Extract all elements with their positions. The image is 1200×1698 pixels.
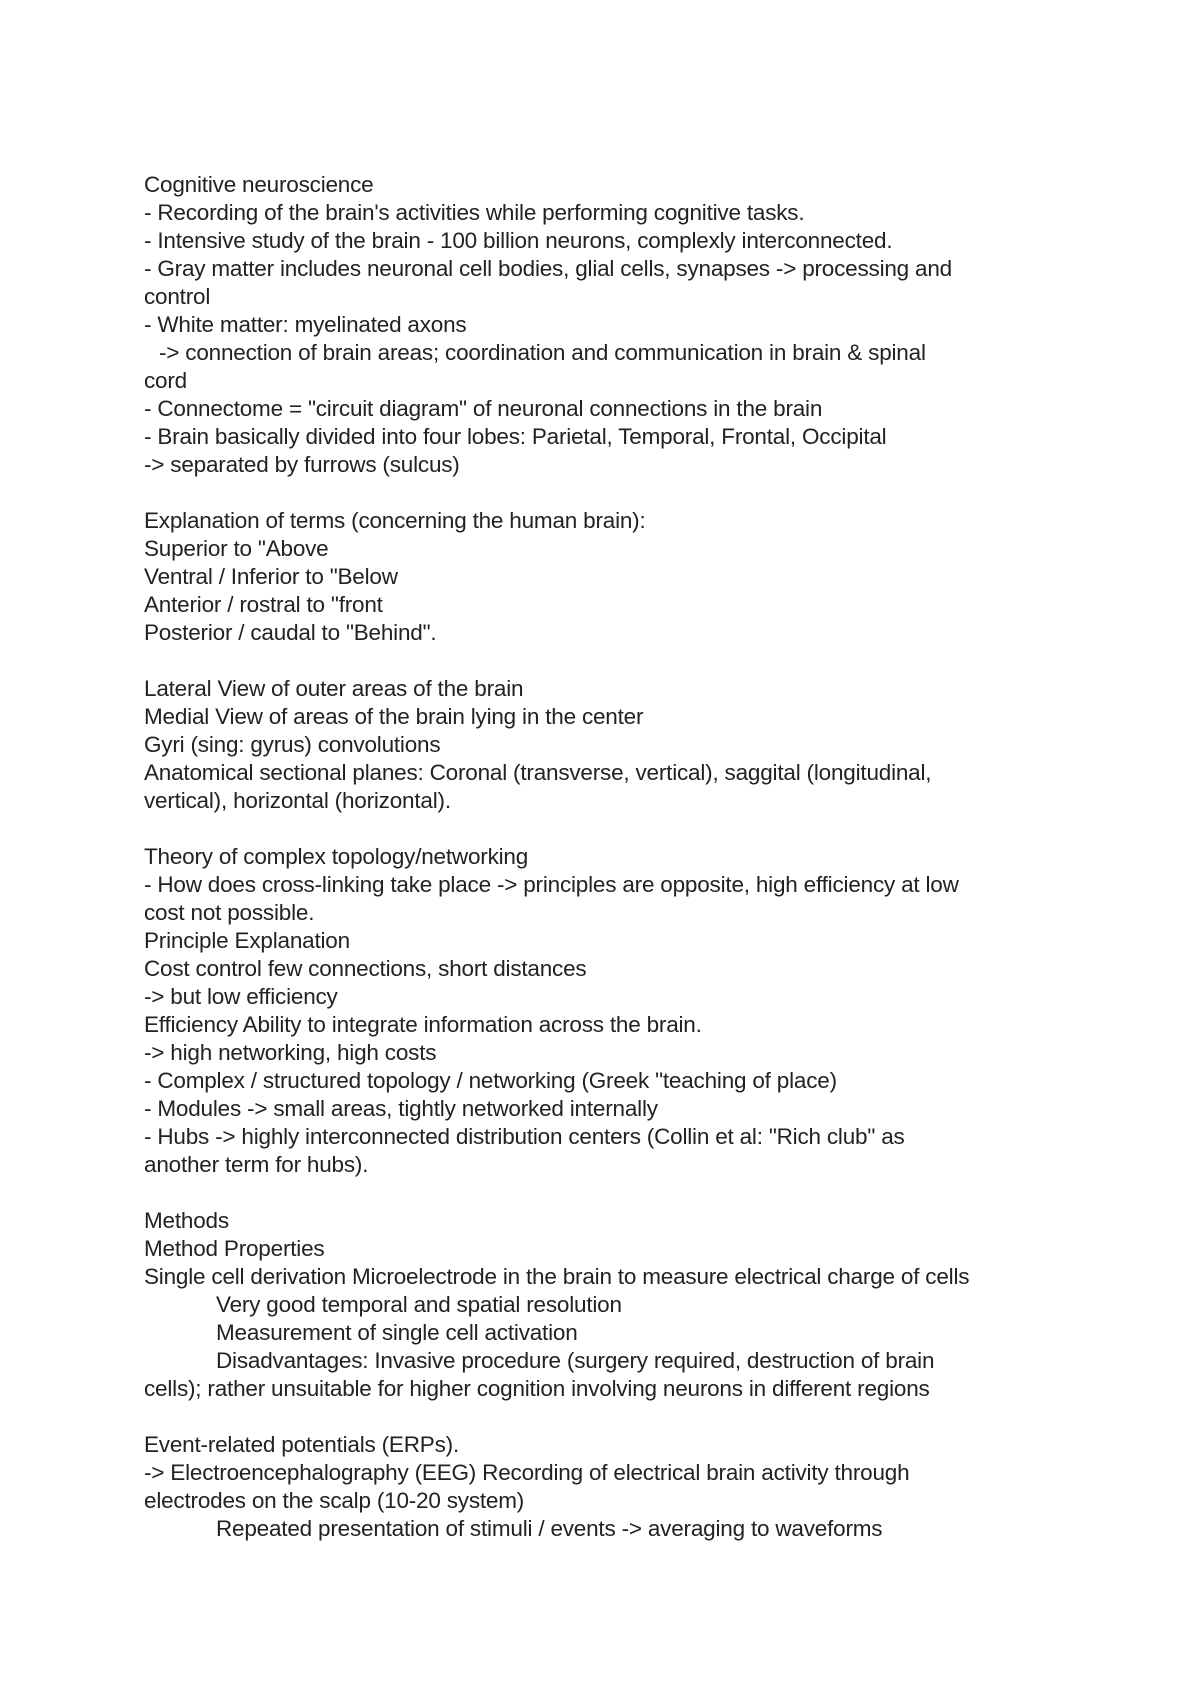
text-line: - Intensive study of the brain - 100 billion neurons, complexly interconnected. [144,228,893,253]
text-line: Repeated presentation of stimuli / events -> averaging to waveforms [216,1516,883,1541]
text-line: - Complex / structured topology / networking (Greek "teaching of place) [144,1068,837,1093]
paragraph-spacer [144,815,1074,843]
text-line: - Brain basically divided into four lobes: Parietal, Temporal, Frontal, Occipital [144,424,887,449]
section-heading: Explanation of terms (concerning the human brain): [144,508,646,533]
paragraph-spacer [144,479,1074,507]
text-line: vertical), horizontal (horizontal). [144,788,451,813]
text-line: - White matter: myelinated axons [144,312,467,337]
text-line: Cost control few connections, short distances [144,956,587,981]
text-line: - How does cross-linking take place -> principles are opposite, high efficiency at low [144,872,959,897]
text-line: Medial View of areas of the brain lying in the center [144,704,644,729]
text-line: Efficiency Ability to integrate information across the brain. [144,1012,702,1037]
text-line: Ventral / Inferior to "Below [144,564,398,589]
text-line: Disadvantages: Invasive procedure (surgery required, destruction of brain [216,1348,935,1373]
text-line: Method Properties [144,1236,325,1261]
document-body [144,171,1074,1543]
paragraph-spacer [144,1403,1074,1431]
text-line: electrodes on the scalp (10-20 system) [144,1488,525,1513]
text-line: Anterior / rostral to "front [144,592,383,617]
text-line: cord [144,368,187,393]
text-line: Single cell derivation Microelectrode in the brain to measure electrical charge of cells [144,1264,970,1289]
text-line: -> high networking, high costs [144,1040,437,1065]
paragraph-spacer [144,647,1074,675]
text-line: Very good temporal and spatial resolution [216,1292,622,1317]
text-line: Anatomical sectional planes: Coronal (transverse, vertical), saggital (longitudinal, [144,760,932,785]
text-line: - Hubs -> highly interconnected distribution centers (Collin et al: "Rich club" as [144,1124,905,1149]
text-line: - Connectome = "circuit diagram" of neuronal connections in the brain [144,396,823,421]
text-line: - Gray matter includes neuronal cell bodies, glial cells, synapses -> processing and [144,256,952,281]
text-line: -> Electroencephalography (EEG) Recording of electrical brain activity through [144,1460,910,1485]
section-heading: Cognitive neuroscience [144,172,374,197]
text-line: cost not possible. [144,900,315,925]
text-line: - Modules -> small areas, tightly networked internally [144,1096,658,1121]
paragraph-spacer [144,1179,1074,1207]
text-line: Measurement of single cell activation [216,1320,578,1345]
text-line: cells); rather unsuitable for higher cognition involving neurons in different regions [144,1376,930,1401]
text-line: Superior to "Above [144,536,329,561]
text-line: Gyri (sing: gyrus) convolutions [144,732,441,757]
text-line: control [144,284,211,309]
section-heading: Event-related potentials (ERPs). [144,1432,459,1457]
text-line: Principle Explanation [144,928,350,953]
text-line: Lateral View of outer areas of the brain [144,676,524,701]
text-line: -> separated by furrows (sulcus) [144,452,460,477]
text-line: Posterior / caudal to "Behind". [144,620,437,645]
text-line: -> connection of brain areas; coordination and communication in brain & spinal [159,340,926,365]
text-line: another term for hubs). [144,1152,369,1177]
text-line: - Recording of the brain's activities while performing cognitive tasks. [144,200,805,225]
text-line: -> but low efficiency [144,984,338,1009]
section-heading: Methods [144,1208,229,1233]
section-heading: Theory of complex topology/networking [144,844,529,869]
